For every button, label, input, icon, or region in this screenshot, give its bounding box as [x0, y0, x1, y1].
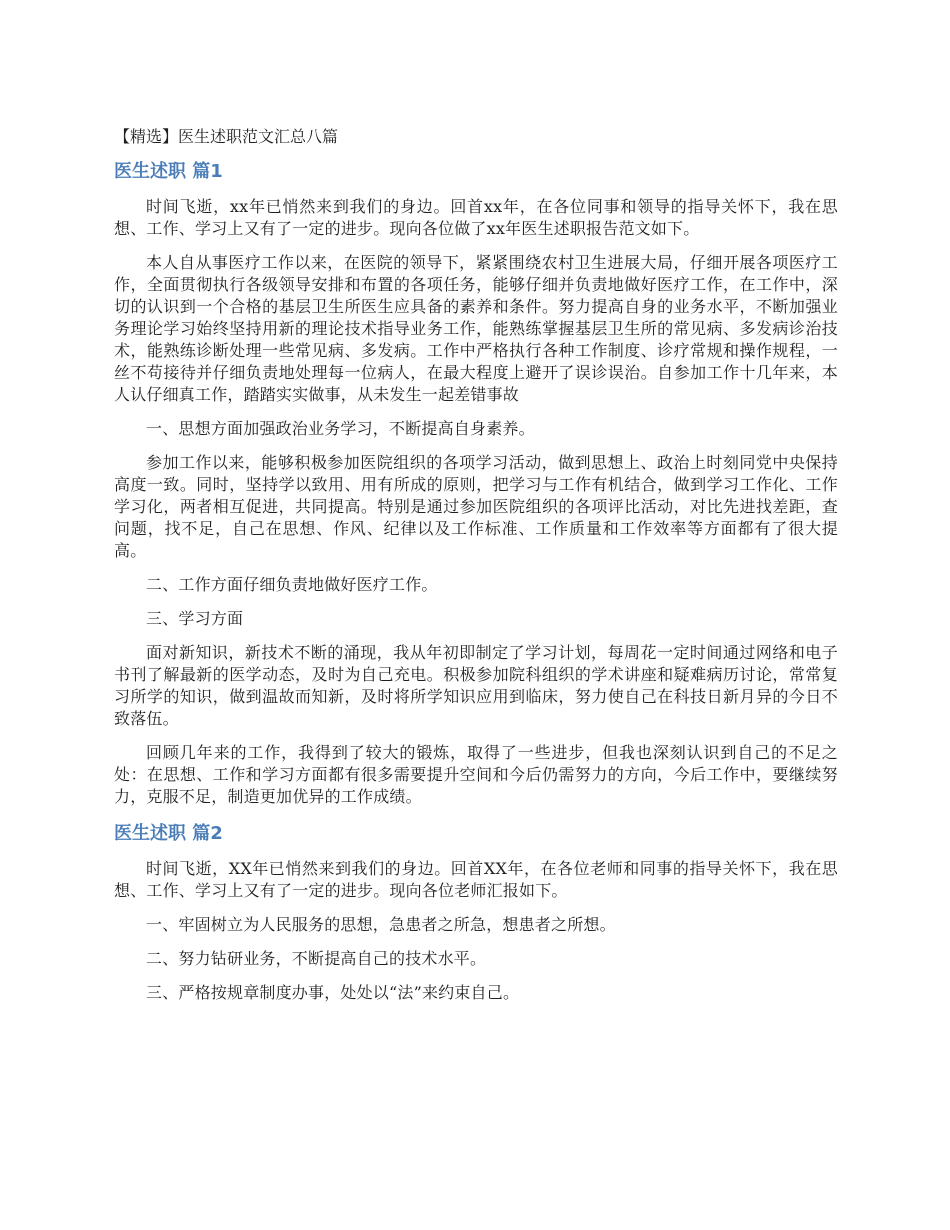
paragraph: 二、工作方面仔细负责地做好医疗工作。 — [146, 575, 438, 594]
paragraph: 时间飞逝，XX年已悄然来到我们的身边。回首XX年，在各位老师和同事的指导关怀下，我在思想、工作、学习上又有了一定的进步。现向各位老师汇报如下。 — [114, 859, 838, 900]
paragraph: 本人自从事医疗工作以来，在医院的领导下，紧紧围绕农村卫生进展大局，仔细开展各项医疗工作，全面贯彻执行各级领导安排和布置的各项任务，能够仔细并负责地做好医疗工作，在工作中，深切的认识到一个合格的基层卫生所医生应具备的素养和条件。努力提高自身的业务水平，不断加强业务理论学习始终坚持用新的理论技术指导业务工作，能熟练掌握基层卫生所的常见病、多发病诊治技术，能熟练诊断处理一些常见病、多发病。工作中严格执行各种工作制度、诊疗常规和操作规程，一丝不苟接待并仔细负责地处理每一位病人，在最大程度上避开了误诊误治。自参加工作十几年来，本人认仔细真工作，踏踏实实做事，从未发生一起差错事故 — [114, 253, 838, 404]
section-1 — [114, 158, 838, 808]
paragraph: 回顾几年来的工作，我得到了较大的锻炼，取得了一些进步，但我也深刻认识到自己的不足之处：在思想、工作和学习方面都有很多需要提升空间和今后仍需努力的方向，今后工作中，要继续努力，克服不足，制造更加优异的工作成绩。 — [114, 743, 838, 806]
paragraph: 面对新知识，新技术不断的涌现，我从年初即制定了学习计划，每周花一定时间通过网络和电子书刊了解最新的医学动态，及时为自己充电。积极参加院科组织的学术讲座和疑难病历讨论，常常复习所学的知识，做到温故而知新，及时将所学知识应用到临床，努力使自己在科技日新月异的今日不致落伍。 — [114, 643, 838, 728]
section-2 — [114, 820, 838, 1004]
document-title: 【精选】医生述职范文汇总八篇 — [114, 127, 339, 146]
paragraph: 二、努力钻研业务，不断提高自己的技术水平。 — [146, 949, 487, 968]
section-heading: 医生述职 篇2 — [114, 823, 223, 844]
paragraph: 三、学习方面 — [146, 609, 244, 628]
paragraph: 参加工作以来，能够积极参加医院组织的各项学习活动，做到思想上、政治上时刻同党中央保持高度一致。同时，坚持学以致用、用有所成的原则，把学习与工作有机结合，做到学习工作化、工作学习化，两者相互促进，共同提高。特别是通过参加医院组织的各项评比活动，对比先进找差距，查问题，找不足，自己在思想、作风、纪律以及工作标准、工作质量和工作效率等方面都有了很大提高。 — [114, 453, 838, 560]
paragraph: 时间飞逝，xx年已悄然来到我们的身边。回首xx年，在各位同事和领导的指导关怀下，我在思想、工作、学习上又有了一定的进步。现向各位做了xx年医生述职报告范文如下。 — [114, 197, 838, 238]
document-content — [114, 124, 838, 1016]
paragraph: 三、严格按规章制度办事，处处以“法”来约束自己。 — [146, 983, 520, 1002]
paragraph: 一、思想方面加强政治业务学习，不断提高自身素养。 — [146, 419, 535, 438]
paragraph: 一、牢固树立为人民服务的思想，急患者之所急，想患者之所想。 — [146, 915, 616, 934]
section-heading: 医生述职 篇1 — [114, 161, 223, 182]
